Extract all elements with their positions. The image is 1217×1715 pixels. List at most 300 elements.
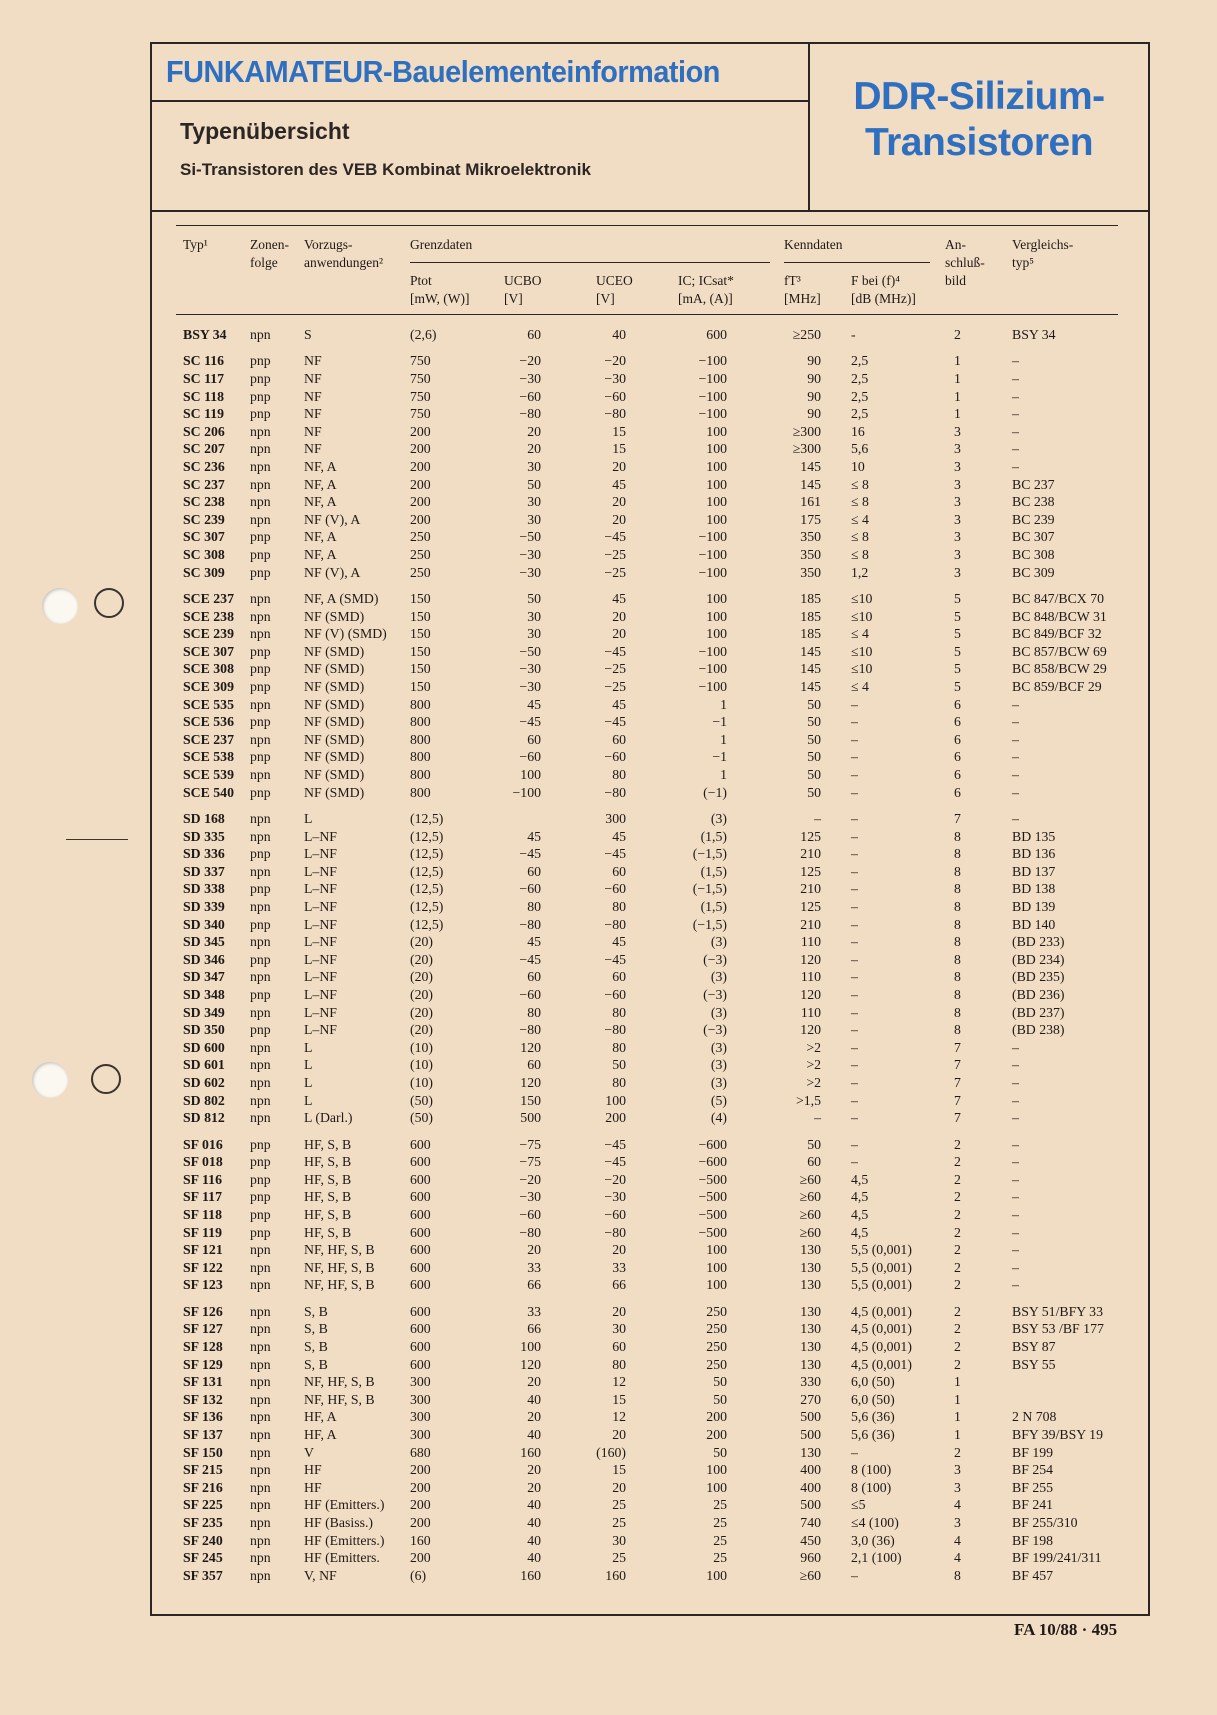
cell-rauschzahl: – xyxy=(851,881,858,897)
cell-ucbo: 20 xyxy=(527,1409,541,1425)
cell-zonenfolge: pnp xyxy=(250,1171,271,1187)
cell-typ: SD 337 xyxy=(183,863,225,879)
cell-zonenfolge: pnp xyxy=(250,406,271,422)
cell-ft: 185 xyxy=(800,608,821,624)
cell-uceo: −80 xyxy=(604,784,626,800)
table-row xyxy=(0,388,1217,406)
cell-anschlussbild: 5 xyxy=(954,608,961,624)
cell-ft: 50 xyxy=(807,749,821,765)
cell-typ: SF 357 xyxy=(183,1567,223,1583)
cell-typ: SF 216 xyxy=(183,1479,223,1495)
col-anschluss-1: An- xyxy=(945,237,966,252)
cell-ft: ≥250 xyxy=(792,327,821,342)
table-row xyxy=(0,1408,1217,1426)
cell-anschlussbild: 8 xyxy=(954,1022,961,1038)
cell-ucbo: −80 xyxy=(519,406,541,422)
cell-typ: SF 245 xyxy=(183,1550,223,1566)
subtitle-secondary: Si-Transistoren des VEB Kombinat Mikroelektronik xyxy=(180,160,591,179)
cell-zonenfolge: npn xyxy=(250,1550,271,1566)
cell-ucbo: 120 xyxy=(520,1039,541,1055)
cell-ic: (5) xyxy=(710,1092,727,1108)
col-anschluss-3: bild xyxy=(945,273,967,288)
cell-anwendung: V, NF xyxy=(304,1567,337,1583)
cell-ft: 350 xyxy=(800,564,821,580)
cell-ft: ≥300 xyxy=(792,423,821,439)
cell-anschlussbild: 7 xyxy=(954,1092,961,1108)
cell-anschlussbild: 2 xyxy=(954,1259,961,1275)
cell-ucbo: 20 xyxy=(527,1374,541,1390)
cell-anschlussbild: 6 xyxy=(954,767,961,782)
cell-anschlussbild: 5 xyxy=(954,661,961,677)
cell-zonenfolge: pnp xyxy=(250,564,271,580)
cell-ptot: 800 xyxy=(410,731,431,747)
cell-ucbo: 50 xyxy=(527,591,541,606)
cell-ptot: 200 xyxy=(410,423,431,439)
subtitle-box xyxy=(152,102,810,212)
cell-ucbo: −60 xyxy=(519,749,541,765)
cell-typ: SD 340 xyxy=(183,916,225,932)
cell-ucbo: 66 xyxy=(527,1321,541,1337)
cell-ucbo: 30 xyxy=(527,494,541,510)
col-ft-1: fT³ xyxy=(784,273,801,288)
cell-zonenfolge: npn xyxy=(250,591,271,606)
cell-ptot: 600 xyxy=(410,1242,431,1258)
cell-typ: SF 117 xyxy=(183,1189,222,1205)
cell-ucbo: −20 xyxy=(519,353,541,369)
cell-ptot: 150 xyxy=(410,643,431,659)
cell-zonenfolge: pnp xyxy=(250,1207,271,1222)
cell-rauschzahl: – xyxy=(851,951,858,967)
table-row xyxy=(0,458,1217,476)
cell-rauschzahl: 2,1 (100) xyxy=(851,1550,902,1566)
cell-typ: SF 016 xyxy=(183,1136,223,1152)
cell-zonenfolge: npn xyxy=(250,1039,271,1055)
cell-ft: 130 xyxy=(800,1303,821,1319)
table-row xyxy=(0,1338,1217,1356)
cell-vergleichstyp: – xyxy=(1012,1242,1019,1258)
cell-ic: 100 xyxy=(706,591,727,606)
cell-vergleichstyp: BF 198 xyxy=(1012,1532,1054,1548)
cell-typ: SCE 540 xyxy=(183,784,234,800)
cell-ptot: (10) xyxy=(410,1075,433,1090)
cell-vergleichstyp: BD 138 xyxy=(1012,881,1056,897)
cell-ptot: 800 xyxy=(410,767,431,782)
margin-mark xyxy=(66,839,128,840)
cell-rauschzahl: – xyxy=(851,1444,858,1460)
cell-ptot: 600 xyxy=(410,1154,431,1170)
cell-anschlussbild: 4 xyxy=(954,1532,961,1548)
cell-anwendung: HF xyxy=(304,1462,322,1478)
cell-anschlussbild: 4 xyxy=(954,1497,961,1513)
cell-ptot: 200 xyxy=(410,511,431,527)
cell-ic: 100 xyxy=(706,441,727,457)
table-row xyxy=(0,1004,1217,1022)
cell-rauschzahl: ≤ 8 xyxy=(851,547,869,562)
cell-ft: 50 xyxy=(807,767,821,782)
cell-zonenfolge: pnp xyxy=(250,1154,271,1170)
table-row xyxy=(0,1092,1217,1110)
cell-ucbo: 60 xyxy=(527,731,541,747)
cell-rauschzahl: ≤10 xyxy=(851,661,873,677)
cell-zonenfolge: npn xyxy=(250,1462,271,1478)
cell-vergleichstyp: BC 848/BCW 31 xyxy=(1012,608,1107,624)
cell-ic: 100 xyxy=(706,1462,727,1478)
cell-anwendung: NF, HF, S, B xyxy=(304,1259,375,1275)
cell-rauschzahl: – xyxy=(851,1075,858,1090)
table-row xyxy=(0,1153,1217,1171)
cell-rauschzahl: – xyxy=(851,1567,858,1583)
cell-uceo: 50 xyxy=(612,1057,626,1073)
cell-vergleichstyp: BD 140 xyxy=(1012,916,1056,932)
cell-ptot: 300 xyxy=(410,1374,431,1390)
cell-ucbo: −30 xyxy=(519,371,541,386)
cell-anschlussbild: 2 xyxy=(954,1242,961,1258)
cell-ic: −100 xyxy=(698,564,727,580)
cell-uceo: −60 xyxy=(604,749,626,765)
cell-anschlussbild: 8 xyxy=(954,987,961,1002)
cell-anwendung: L–NF xyxy=(304,916,337,932)
cell-typ: SC 119 xyxy=(183,406,225,422)
cell-uceo: 30 xyxy=(612,1532,626,1548)
cell-anwendung: L–NF xyxy=(304,1004,337,1020)
cell-anwendung: NF (V), A xyxy=(304,564,361,580)
cell-ic: 50 xyxy=(713,1374,727,1390)
cell-ic: −100 xyxy=(698,661,727,677)
cell-ucbo: −45 xyxy=(519,951,541,967)
cell-ic: (1,5) xyxy=(700,899,727,914)
cell-ic: (−1,5) xyxy=(692,846,727,862)
cell-ucbo: −60 xyxy=(519,987,541,1002)
cell-anwendung: L xyxy=(304,1039,313,1055)
cell-anwendung: NF, A xyxy=(304,459,337,474)
table-row xyxy=(0,828,1217,846)
cell-ft: 125 xyxy=(800,899,821,914)
table-row xyxy=(0,643,1217,661)
cell-ic: −1 xyxy=(712,714,727,730)
col-fbei-1: F bei (f)⁴ xyxy=(851,273,900,288)
cell-ft: 740 xyxy=(800,1515,821,1530)
cell-anschlussbild: 2 xyxy=(954,1277,961,1293)
cell-rauschzahl: ≤5 xyxy=(851,1497,866,1513)
cell-anschlussbild: 8 xyxy=(954,863,961,879)
cell-zonenfolge: pnp xyxy=(250,371,271,386)
cell-zonenfolge: npn xyxy=(250,608,271,624)
cell-uceo: 25 xyxy=(612,1550,626,1566)
cell-vergleichstyp: BC 859/BCF 29 xyxy=(1012,679,1102,694)
cell-anwendung: NF, HF, S, B xyxy=(304,1242,375,1258)
cell-anwendung: L xyxy=(304,1092,313,1108)
cell-ft: 210 xyxy=(800,881,821,897)
cell-ic: 200 xyxy=(706,1409,727,1425)
cell-anwendung: L xyxy=(304,1075,313,1090)
cell-typ: SD 168 xyxy=(183,811,225,826)
cell-ic: 100 xyxy=(706,423,727,439)
cell-vergleichstyp: BC 857/BCW 69 xyxy=(1012,643,1107,659)
cell-ptot: (50) xyxy=(410,1110,433,1126)
cell-ic: (−3) xyxy=(703,987,727,1002)
cell-ic: 100 xyxy=(706,1277,727,1293)
cell-typ: SD 339 xyxy=(183,899,225,914)
cell-ucbo: 20 xyxy=(527,423,541,439)
table-row xyxy=(0,1373,1217,1391)
cell-typ: SF 116 xyxy=(183,1171,222,1187)
cell-anwendung: NF, A xyxy=(304,476,337,492)
cell-uceo: 20 xyxy=(612,626,626,642)
cell-typ: SC 239 xyxy=(183,511,225,527)
cell-vergleichstyp: – xyxy=(1012,1259,1019,1275)
cell-ptot: 200 xyxy=(410,459,431,474)
cell-anschlussbild: 2 xyxy=(954,1444,961,1460)
cell-typ: SF 128 xyxy=(183,1339,223,1354)
brand-title: FUNKAMATEUR-Bauelementeinformation xyxy=(166,54,720,89)
cell-zonenfolge: npn xyxy=(250,811,271,826)
cell-rauschzahl: 3,0 (36) xyxy=(851,1532,895,1548)
cell-ic: 250 xyxy=(706,1356,727,1372)
cell-vergleichstyp: (BD 233) xyxy=(1012,934,1065,950)
cell-ft: 50 xyxy=(807,784,821,800)
cell-ic: 200 xyxy=(706,1427,727,1442)
cell-anschlussbild: 1 xyxy=(954,1409,961,1425)
table-row xyxy=(0,845,1217,863)
cell-anwendung: NF (SMD) xyxy=(304,767,365,782)
cell-uceo: 15 xyxy=(612,1462,626,1478)
cell-uceo: 30 xyxy=(612,1321,626,1337)
cell-uceo: 100 xyxy=(605,1092,626,1108)
cell-ucbo: 40 xyxy=(527,1427,541,1442)
cell-ptot: 200 xyxy=(410,441,431,457)
main-title-line1: DDR-Silizium- xyxy=(853,75,1105,118)
cell-typ: SC 117 xyxy=(183,371,225,386)
cell-ft: >2 xyxy=(806,1075,821,1090)
cell-zonenfolge: pnp xyxy=(250,714,271,730)
cell-anschlussbild: 1 xyxy=(954,1391,961,1407)
cell-ic: −100 xyxy=(698,547,727,562)
cell-zonenfolge: npn xyxy=(250,1242,271,1258)
cell-ptot: 150 xyxy=(410,608,431,624)
cell-ft: 125 xyxy=(800,863,821,879)
cell-uceo: 80 xyxy=(612,1004,626,1020)
cell-ucbo: 33 xyxy=(527,1259,541,1275)
table-row xyxy=(0,476,1217,494)
cell-typ: SC 238 xyxy=(183,494,225,510)
cell-anschlussbild: 7 xyxy=(954,1039,961,1055)
cell-ptot: 200 xyxy=(410,1550,431,1566)
cell-vergleichstyp: BC 239 xyxy=(1012,511,1055,527)
cell-ft: 50 xyxy=(807,696,821,712)
cell-ic: (3) xyxy=(710,934,727,950)
cell-typ: SF 131 xyxy=(183,1374,223,1390)
cell-typ: SF 137 xyxy=(183,1427,223,1442)
cell-typ: SD 602 xyxy=(183,1075,225,1090)
cell-rauschzahl: 4,5 xyxy=(851,1224,869,1240)
cell-anschlussbild: 8 xyxy=(954,934,961,950)
cell-ft: 210 xyxy=(800,916,821,932)
cell-zonenfolge: pnp xyxy=(250,643,271,659)
cell-anschlussbild: 5 xyxy=(954,626,961,642)
grenzdaten-rule xyxy=(410,262,770,263)
cell-ucbo: 40 xyxy=(527,1515,541,1530)
cell-ptot: 800 xyxy=(410,696,431,712)
cell-anwendung: HF (Emitters. xyxy=(304,1550,380,1566)
cell-uceo: 33 xyxy=(612,1259,626,1275)
cell-ft: 110 xyxy=(800,1004,821,1020)
cell-uceo: (160) xyxy=(596,1444,626,1460)
cell-uceo: −80 xyxy=(604,406,626,422)
cell-ptot: (20) xyxy=(410,1022,433,1038)
cell-anschlussbild: 3 xyxy=(954,441,961,457)
cell-anschlussbild: 2 xyxy=(954,1136,961,1152)
cell-ptot: (20) xyxy=(410,951,433,967)
cell-zonenfolge: npn xyxy=(250,1277,271,1293)
cell-anschlussbild: 6 xyxy=(954,731,961,747)
cell-ic: 100 xyxy=(706,1567,727,1583)
cell-ft: 120 xyxy=(800,987,821,1002)
cell-ft: 130 xyxy=(800,1277,821,1293)
cell-anwendung: S, B xyxy=(304,1303,328,1319)
cell-zonenfolge: npn xyxy=(250,441,271,457)
cell-zonenfolge: pnp xyxy=(250,951,271,967)
cell-anschlussbild: 3 xyxy=(954,1462,961,1478)
cell-vergleichstyp: – xyxy=(1012,1039,1019,1055)
cell-anschlussbild: 8 xyxy=(954,951,961,967)
cell-anschlussbild: 6 xyxy=(954,714,961,730)
cell-ft: 145 xyxy=(800,459,821,474)
cell-ptot: 300 xyxy=(410,1409,431,1425)
table-row xyxy=(0,1188,1217,1206)
cell-uceo: −80 xyxy=(604,916,626,932)
cell-anwendung: HF xyxy=(304,1479,322,1495)
cell-typ: SCE 535 xyxy=(183,696,234,712)
cell-zonenfolge: pnp xyxy=(250,529,271,545)
cell-ic: 250 xyxy=(706,1339,727,1354)
main-title-box xyxy=(810,44,1148,212)
cell-ptot: 300 xyxy=(410,1427,431,1442)
cell-typ: SCE 238 xyxy=(183,608,234,624)
cell-anschlussbild: 1 xyxy=(954,353,961,369)
cell-ic: −100 xyxy=(698,406,727,422)
punch-hole xyxy=(32,1062,68,1098)
cell-ptot: (10) xyxy=(410,1039,433,1055)
cell-rauschzahl: – xyxy=(851,934,858,950)
cell-vergleichstyp: – xyxy=(1012,784,1019,800)
cell-vergleichstyp: – xyxy=(1012,1136,1019,1152)
cell-anschlussbild: 3 xyxy=(954,476,961,492)
cell-vergleichstyp: – xyxy=(1012,1092,1019,1108)
cell-ucbo: −45 xyxy=(519,714,541,730)
cell-ft: 350 xyxy=(800,529,821,545)
cell-ic: (3) xyxy=(710,969,727,985)
table-row xyxy=(0,1496,1217,1514)
cell-uceo: −80 xyxy=(604,1224,626,1240)
table-row xyxy=(0,590,1217,608)
cell-ft: 90 xyxy=(807,406,821,422)
cell-ic: (4) xyxy=(710,1110,727,1126)
cell-ic: 100 xyxy=(706,1242,727,1258)
cell-anschlussbild: 7 xyxy=(954,811,961,826)
cell-anwendung: HF, S, B xyxy=(304,1154,352,1170)
cell-ft: 145 xyxy=(800,661,821,677)
cell-typ: SD 336 xyxy=(183,846,225,862)
cell-anwendung: NF (V), A xyxy=(304,511,361,527)
cell-rauschzahl: 5,6 (36) xyxy=(851,1427,895,1442)
cell-ptot: 600 xyxy=(410,1207,431,1222)
cell-anschlussbild: 3 xyxy=(954,529,961,545)
cell-ic: 600 xyxy=(706,327,727,342)
cell-uceo: −20 xyxy=(604,1171,626,1187)
cell-anwendung: L–NF xyxy=(304,881,337,897)
cell-vergleichstyp: BC 308 xyxy=(1012,547,1055,562)
cell-ic: 100 xyxy=(706,626,727,642)
table-row xyxy=(0,564,1217,582)
cell-ft: 130 xyxy=(800,1444,821,1460)
cell-ft: 130 xyxy=(800,1339,821,1354)
cell-typ: SCE 307 xyxy=(183,643,234,659)
cell-ic: 250 xyxy=(706,1321,727,1337)
cell-ptot: (12,5) xyxy=(410,811,444,826)
cell-anschlussbild: 8 xyxy=(954,916,961,932)
cell-rauschzahl: – xyxy=(851,1039,858,1055)
cell-rauschzahl: – xyxy=(851,1022,858,1038)
cell-typ: SD 349 xyxy=(183,1004,225,1020)
cell-anwendung: NF, HF, S, B xyxy=(304,1277,375,1293)
col-anschluss-2: schluß- xyxy=(945,255,985,270)
cell-ic: 1 xyxy=(720,696,727,712)
cell-ucbo: 80 xyxy=(527,1004,541,1020)
cell-ptot: 800 xyxy=(410,784,431,800)
cell-vergleichstyp: BC 849/BCF 32 xyxy=(1012,626,1102,642)
cell-typ: SF 225 xyxy=(183,1497,223,1513)
cell-anwendung: S, B xyxy=(304,1356,328,1372)
cell-ucbo: 45 xyxy=(527,696,541,712)
cell-uceo: −60 xyxy=(604,881,626,897)
cell-anwendung: L xyxy=(304,1057,313,1073)
cell-uceo: 300 xyxy=(605,811,626,826)
cell-typ: SD 338 xyxy=(183,881,225,897)
cell-typ: SD 350 xyxy=(183,1022,225,1038)
cell-anschlussbild: 3 xyxy=(954,564,961,580)
cell-ft: ≥60 xyxy=(799,1171,821,1187)
cell-uceo: −60 xyxy=(604,1207,626,1222)
table-row xyxy=(0,1021,1217,1039)
cell-ic: 25 xyxy=(713,1532,727,1548)
cell-ptot: 750 xyxy=(410,371,431,386)
cell-rauschzahl: - xyxy=(851,327,856,342)
cell-typ: SCE 539 xyxy=(183,767,234,782)
cell-zonenfolge: npn xyxy=(250,863,271,879)
cell-uceo: 20 xyxy=(612,494,626,510)
cell-ptot: 600 xyxy=(410,1189,431,1205)
cell-ft: 210 xyxy=(800,846,821,862)
cell-rauschzahl: 4,5 (0,001) xyxy=(851,1356,912,1372)
cell-ucbo: 50 xyxy=(527,476,541,492)
cell-anschlussbild: 2 xyxy=(954,1356,961,1372)
cell-ic: (1,5) xyxy=(700,828,727,844)
cell-typ: SF 136 xyxy=(183,1409,223,1425)
cell-ptot: 600 xyxy=(410,1303,431,1319)
cell-zonenfolge: npn xyxy=(250,476,271,492)
cell-ic: 100 xyxy=(706,476,727,492)
cell-ic: 1 xyxy=(720,767,727,782)
cell-rauschzahl: – xyxy=(851,899,858,914)
cell-ft: 330 xyxy=(800,1374,821,1390)
cell-zonenfolge: pnp xyxy=(250,388,271,404)
cell-ic: 100 xyxy=(706,1479,727,1495)
cell-ucbo: 160 xyxy=(520,1444,541,1460)
cell-ic: 250 xyxy=(706,1303,727,1319)
cell-typ: SD 346 xyxy=(183,951,225,967)
cell-uceo: 60 xyxy=(612,969,626,985)
cell-anschlussbild: 1 xyxy=(954,371,961,386)
